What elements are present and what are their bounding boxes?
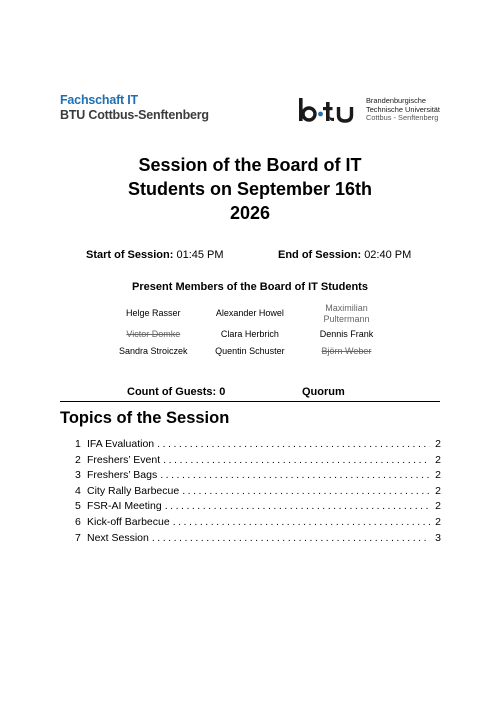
toc-item[interactable] bbox=[75, 438, 441, 454]
org-line2: BTU Cottbus-Senftenberg bbox=[60, 108, 209, 122]
toc-page: 2 bbox=[435, 453, 441, 466]
toc-number: 1 bbox=[75, 438, 81, 450]
university-line2: Technische Universität bbox=[366, 104, 440, 114]
member-name: Clara Herbrich bbox=[220, 329, 279, 340]
toc-page: 2 bbox=[435, 484, 441, 497]
toc-label: IFA Evaluation bbox=[87, 438, 155, 450]
members-row bbox=[105, 345, 395, 359]
toc-label: Next Session bbox=[87, 531, 149, 544]
session-end bbox=[278, 249, 411, 261]
toc-page: 2 bbox=[435, 469, 441, 482]
toc-leader bbox=[173, 516, 430, 528]
university-line3: Cottbus - Senftenberg bbox=[366, 113, 439, 123]
session-start bbox=[86, 249, 224, 261]
member-name-absent-text: Maximilian Pultermann bbox=[323, 302, 370, 324]
toc-number: 2 bbox=[75, 453, 81, 466]
member-name-absent bbox=[298, 303, 395, 326]
toc-number: 3 bbox=[75, 469, 81, 482]
university-logo bbox=[298, 95, 440, 125]
toc-label: FSR-AI Meeting bbox=[87, 500, 162, 513]
members-heading: Present Members of the Board of IT Students bbox=[132, 281, 368, 293]
toc-page: 2 bbox=[435, 515, 441, 528]
quorum-label: Quorum bbox=[302, 386, 345, 398]
university-line1: Brandenburgische bbox=[366, 96, 426, 106]
members-row bbox=[105, 325, 395, 345]
member-name-absent: Victor Domke bbox=[126, 329, 181, 340]
toc-item[interactable] bbox=[75, 516, 441, 532]
member-name: Quentin Schuster bbox=[215, 346, 285, 357]
members-row bbox=[105, 302, 395, 326]
btu-logo-icon bbox=[298, 97, 360, 123]
toc-label: City Rally Barbecue bbox=[87, 484, 180, 497]
member-name: Alexander Howel bbox=[215, 308, 284, 319]
toc-leader bbox=[152, 532, 430, 544]
title-line1: Session of the Board of IT bbox=[138, 155, 362, 175]
org-name bbox=[60, 93, 209, 123]
toc-item[interactable] bbox=[75, 500, 441, 516]
toc-leader bbox=[182, 485, 430, 497]
toc-item[interactable] bbox=[75, 532, 441, 548]
member-name: Dennis Frank bbox=[319, 329, 374, 340]
guest-count: Count of Guests: 0 bbox=[127, 386, 226, 398]
toc-number: 7 bbox=[75, 531, 81, 544]
university-name bbox=[366, 97, 440, 123]
toc-number: 6 bbox=[75, 515, 81, 528]
topics-list bbox=[75, 438, 441, 547]
member-name: Sandra Stroiczek bbox=[119, 346, 188, 357]
toc-leader bbox=[165, 500, 430, 512]
members-table bbox=[105, 302, 395, 359]
toc-number: 4 bbox=[75, 484, 81, 497]
session-start-value: 01:45 PM bbox=[176, 249, 224, 261]
toc-label: Kick-off Barbecue bbox=[87, 515, 170, 528]
title-line3: 2026 bbox=[229, 203, 271, 223]
session-end-label: End of Session: bbox=[278, 249, 362, 261]
title-line2: Students on September 16th bbox=[127, 179, 373, 199]
session-end-value: 02:40 PM bbox=[364, 249, 412, 261]
toc-label: Freshers’ Event bbox=[87, 453, 161, 466]
toc-item[interactable] bbox=[75, 469, 441, 485]
member-name: Helge Rasser bbox=[126, 308, 181, 319]
session-start-label: Start of Session: bbox=[86, 249, 174, 261]
toc-page: 3 bbox=[435, 531, 441, 544]
toc-item[interactable] bbox=[75, 454, 441, 470]
toc-page: 2 bbox=[435, 500, 441, 513]
toc-number: 5 bbox=[75, 500, 81, 513]
toc-page: 2 bbox=[435, 438, 441, 450]
toc-leader bbox=[163, 454, 430, 466]
toc-item[interactable] bbox=[75, 485, 441, 501]
topics-heading: Topics of the Session bbox=[60, 409, 230, 427]
member-name-absent: Björn Weber bbox=[321, 346, 372, 357]
toc-label: Freshers’ Bags bbox=[87, 469, 158, 482]
toc-leader bbox=[157, 438, 430, 450]
section-divider bbox=[60, 401, 440, 402]
page-title bbox=[100, 153, 400, 225]
org-line1: Fachschaft IT bbox=[60, 93, 138, 107]
toc-leader bbox=[160, 469, 430, 481]
